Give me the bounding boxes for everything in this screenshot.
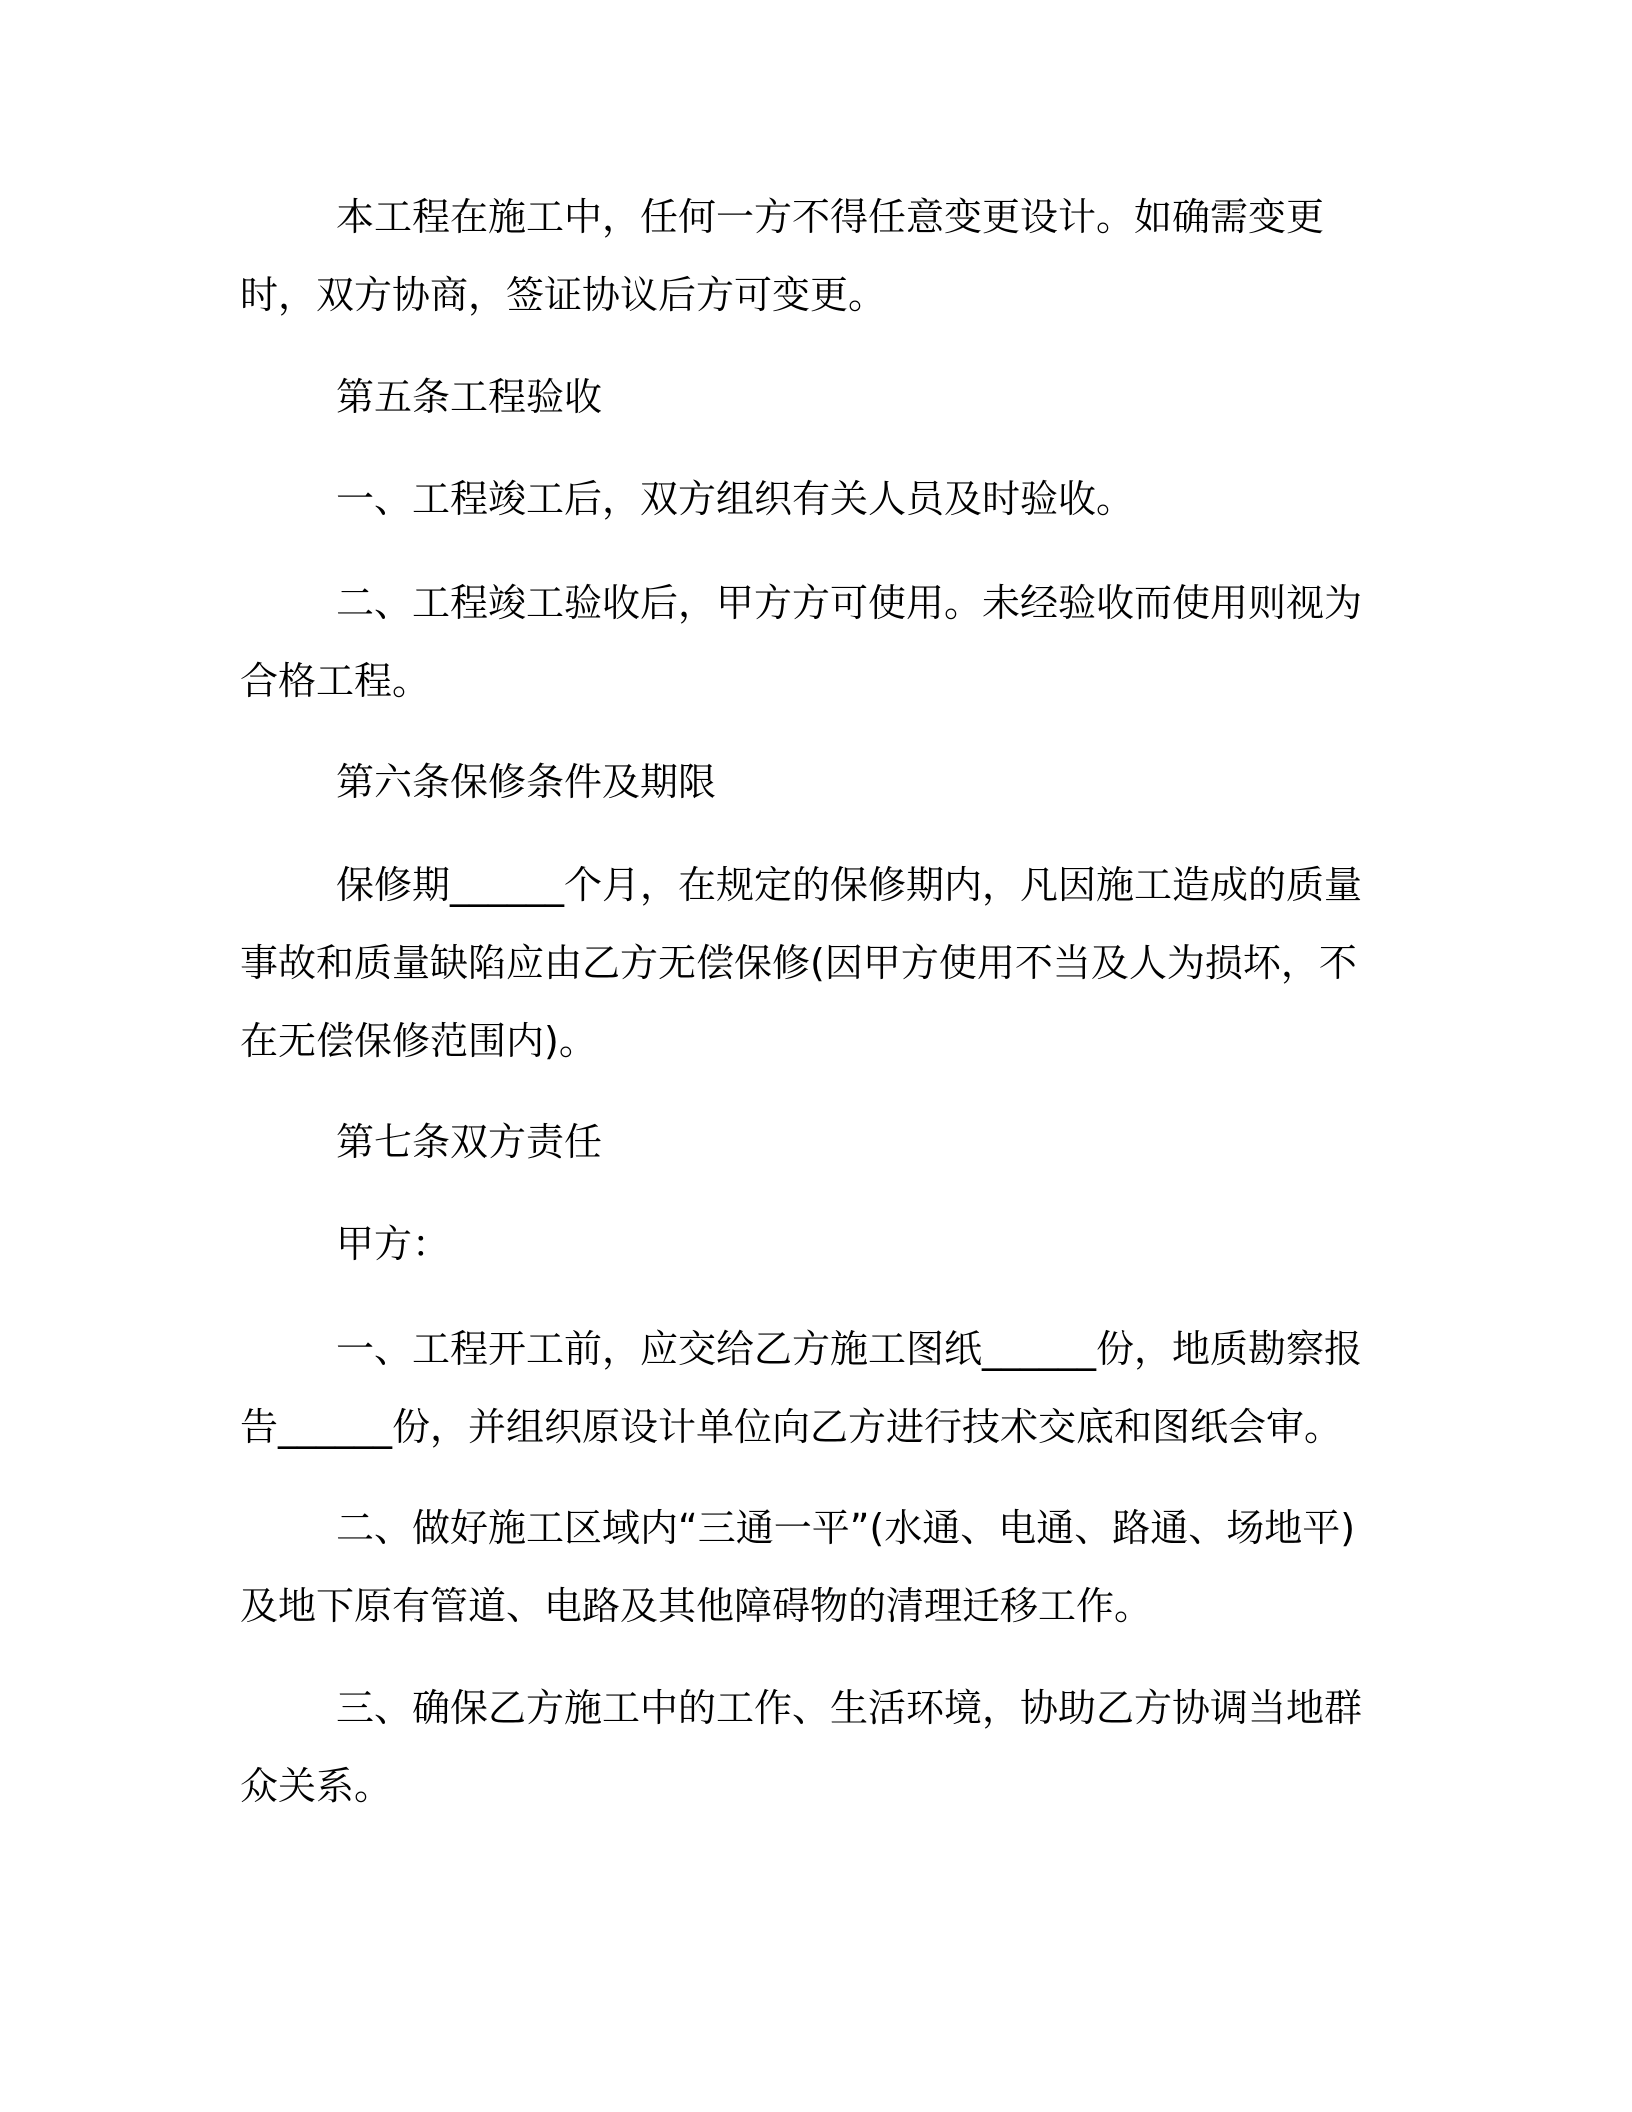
party-a-label: 甲方：: [336, 1222, 451, 1266]
paragraph-party-a-2: 二、做好施工区域内“三通一平”(水通、电通、路通、场地平)及地下原有管道、电路及其他障碍物的清理迁移工作。: [240, 1506, 1356, 1628]
paragraph-design-change: 本工程在施工中，任何一方不得任意变更设计。如确需变更时，双方协商，签证协议后方可变更。: [240, 195, 1325, 317]
heading-article-6: 第六条保修条件及期限: [336, 760, 717, 804]
heading-article-7: 第七条双方责任: [336, 1120, 603, 1164]
paragraph-party-a-3: 三、确保乙方施工中的工作、生活环境，协助乙方协调当地群众关系。: [240, 1686, 1363, 1808]
paragraph-acceptance-1: 一、工程竣工后，双方组织有关人员及时验收。: [336, 477, 1135, 521]
paragraph-party-a-1: 一、工程开工前，应交给乙方施工图纸______份，地质勘察报告______份，并组织原设计单位向乙方进行技术交底和图纸会审。: [240, 1327, 1363, 1449]
paragraph-acceptance-2: 二、工程竣工验收后，甲方方可使用。未经验收而使用则视为合格工程。: [240, 581, 1363, 703]
heading-article-5: 第五条工程验收: [336, 375, 603, 419]
paragraph-warranty: 保修期______个月，在规定的保修期内，凡因施工造成的质量事故和质量缺陷应由乙方无偿保修(因甲方使用不当及人为损坏，不在无偿保修范围内)。: [240, 863, 1363, 1063]
